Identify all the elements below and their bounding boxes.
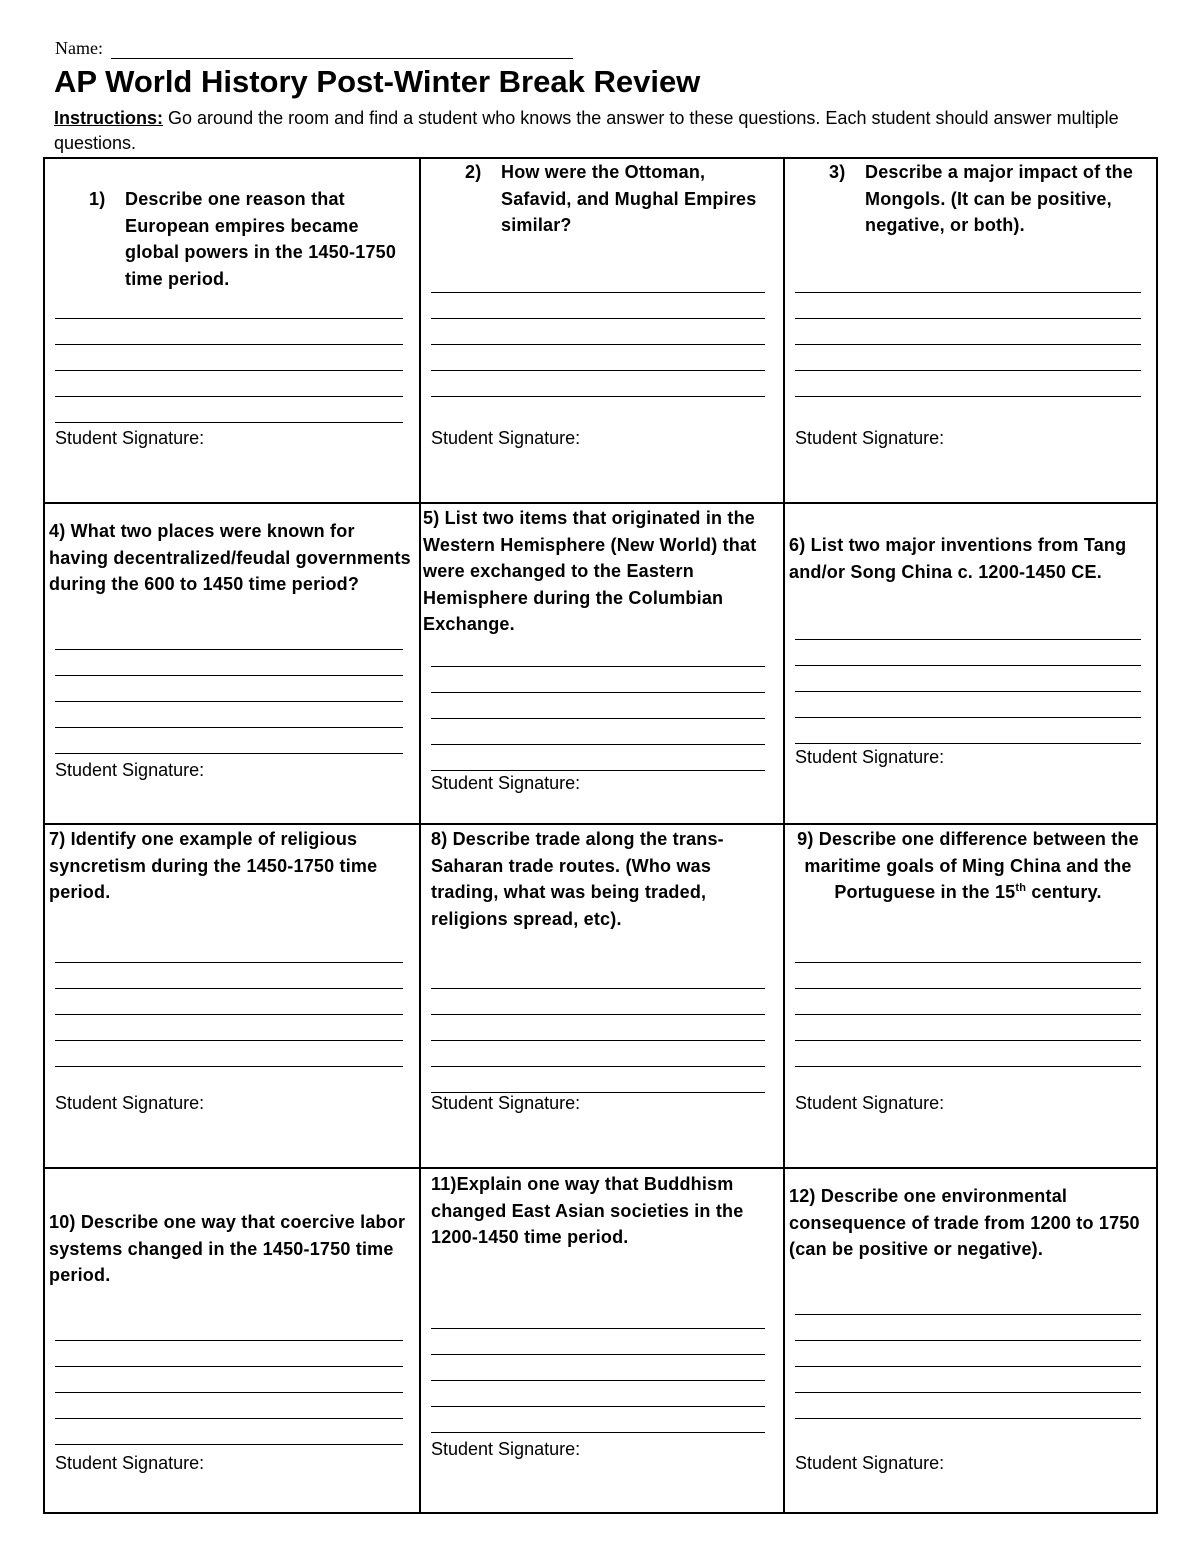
student-signature-label: Student Signature: [795,1093,945,1113]
student-signature-label: Student Signature: [795,1453,945,1473]
question-number: 7) [49,829,66,849]
question-cell-2 [421,159,785,504]
instructions-label: Instructions: [54,108,164,128]
question-text: Describe one environmental consequence of trade from 1200 to 1750 (can be positive or negative). [789,1186,1140,1259]
question-12 [789,1183,1151,1263]
question-11 [431,1171,771,1251]
question-number: 10) [49,1212,76,1232]
question-text: Describe one reason that European empires became global powers in the 1450-1750 time period. [125,189,397,289]
question-text: What two places were known for having decentralized/feudal governments during the 600 to 1450 time period? [49,521,411,594]
question-cell-7 [45,825,421,1169]
question-3 [829,159,1149,239]
student-signature-label: Student Signature: [431,773,581,793]
question-text: Describe a major impact of the Mongols. (It can be positive, negative, or both). [865,162,1134,235]
question-8 [431,826,781,932]
answer-lines[interactable] [795,937,1141,1067]
question-5 [423,505,781,638]
student-signature-label: Student Signature: [55,1453,205,1473]
student-signature-label: Student Signature: [431,428,581,448]
question-10 [49,1209,415,1289]
question-6 [789,532,1139,585]
student-signature-label: Student Signature: [55,428,205,448]
question-cell-4 [45,504,421,825]
question-grid [43,157,1158,1514]
question-number: 4) [49,521,66,541]
answer-lines[interactable] [795,267,1141,397]
student-signature-label: Student Signature: [795,747,945,767]
instructions [54,106,1184,156]
question-cell-10 [45,1169,421,1512]
question-text-end: century. [1026,882,1102,902]
question-4 [49,518,415,598]
question-cell-12 [785,1169,1156,1512]
answer-lines[interactable] [795,614,1141,744]
answer-lines[interactable] [55,937,403,1067]
answer-lines[interactable] [55,293,403,423]
question-cell-8 [421,825,785,1169]
answer-lines[interactable] [431,1303,765,1433]
question-cell-6 [785,504,1156,825]
question-text: How were the Ottoman, Safavid, and Mughal Empires similar? [501,162,757,235]
question-text: Describe one difference between the maritime goals of Ming China and the Portuguese in the 15 [804,829,1139,902]
question-cell-5 [421,504,785,825]
question-cell-1 [45,159,421,504]
answer-lines[interactable] [795,1289,1141,1419]
question-text: List two major inventions from Tang and/or Song China c. 1200-1450 CE. [789,535,1127,582]
answer-lines[interactable] [431,963,765,1093]
question-number: 5) [423,508,440,528]
instructions-text: Go around the room and find a student who knows the answer to these questions. Each student should answer multiple questions. [54,108,1119,153]
question-2 [465,159,765,239]
name-input-line[interactable] [111,38,573,59]
question-number: 8) [431,829,448,849]
page-title: AP World History Post-Winter Break Review [54,64,701,99]
name-label: Name: [55,38,103,58]
question-number: 2) [465,162,482,182]
ordinal-suffix: th [1015,882,1027,894]
question-cell-3 [785,159,1156,504]
question-text: List two items that originated in the Western Hemisphere (New World) that were exchanged to the Eastern Hemisphere during the Columbian Exchange. [423,508,757,634]
question-number: 12) [789,1186,816,1206]
name-field-row [55,38,573,59]
question-number: 6) [789,535,806,555]
answer-lines[interactable] [55,624,403,754]
question-number: 3) [829,162,846,182]
question-number: 11) [431,1174,457,1194]
question-7 [49,826,389,906]
question-cell-9 [785,825,1156,1169]
answer-lines[interactable] [431,641,765,771]
question-9 [787,826,1149,906]
question-text: Identify one example of religious syncretism during the 1450-1750 time period. [49,829,378,902]
question-text: Describe trade along the trans-Saharan trade routes. (Who was trading, what was being traded, religions spread, etc). [431,829,724,929]
question-1 [89,186,409,292]
question-cell-11 [421,1169,785,1512]
student-signature-label: Student Signature: [431,1439,581,1459]
question-number: 9) [797,829,814,849]
student-signature-label: Student Signature: [55,1093,205,1113]
student-signature-label: Student Signature: [431,1093,581,1113]
answer-lines[interactable] [55,1315,403,1445]
answer-lines[interactable] [431,267,765,397]
student-signature-label: Student Signature: [55,760,205,780]
question-number: 1) [89,189,106,209]
question-text: Explain one way that Buddhism changed East Asian societies in the 1200-1450 time period. [431,1174,744,1247]
student-signature-label: Student Signature: [795,428,945,448]
question-text: Describe one way that coercive labor systems changed in the 1450-1750 time period. [49,1212,406,1285]
